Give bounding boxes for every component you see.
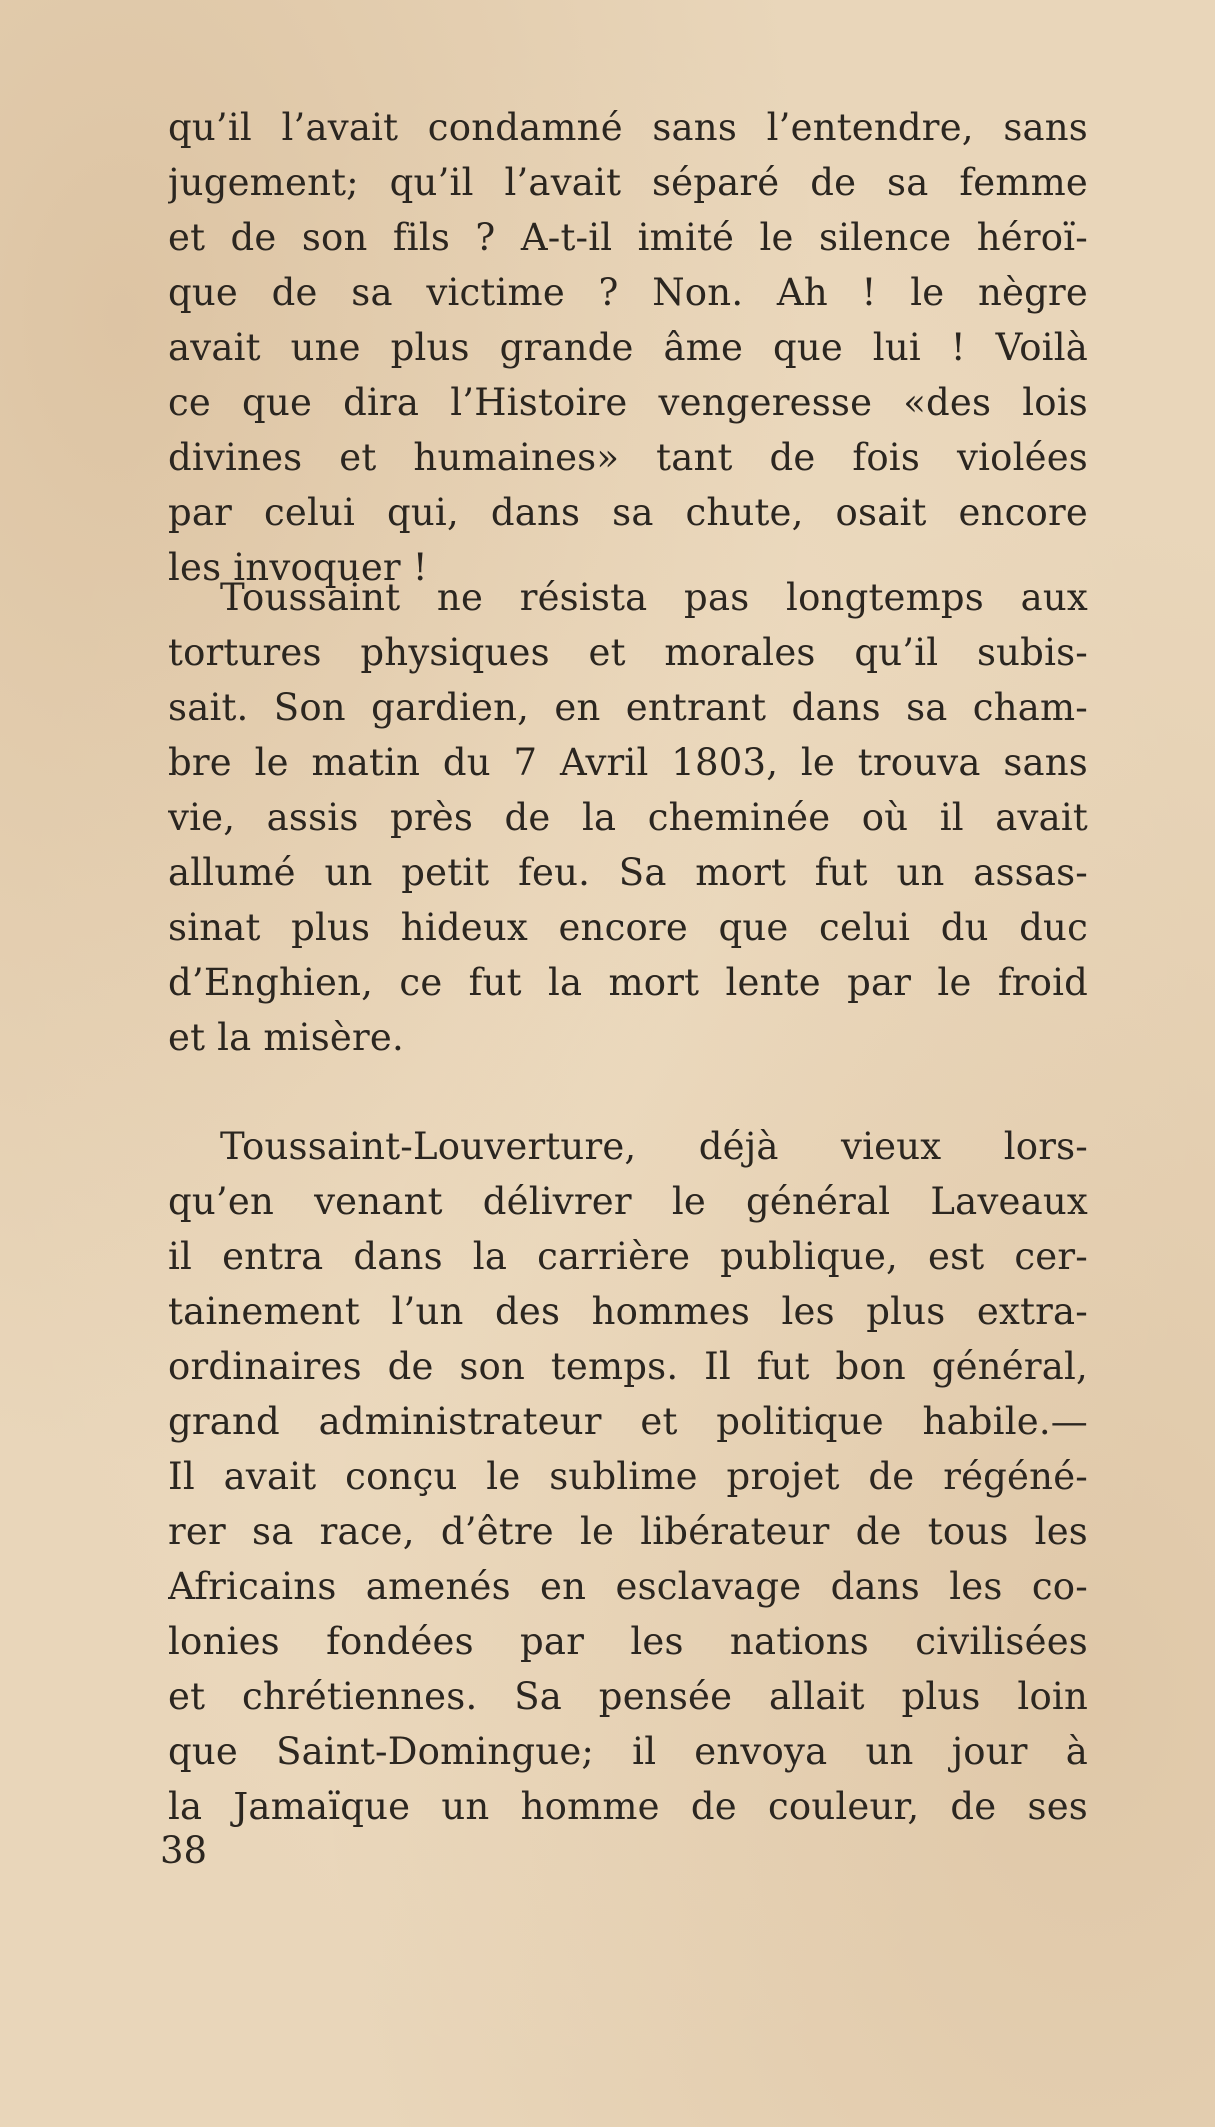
text-line: et la misère. [168, 1016, 404, 1059]
text-line: d’Enghien, ce fut la mort lente par le froid [168, 961, 1088, 1004]
text-line: Il avait conçu le sublime projet de régéné- [168, 1455, 1088, 1498]
text-line: ce que dira l’Histoire vengeresse «des lois [168, 381, 1088, 424]
text-line: grand administrateur et politique habile.— [168, 1400, 1088, 1443]
text-line: Toussaint ne résista pas longtemps aux [220, 576, 1088, 619]
paragraph-2 [168, 570, 1088, 1065]
text-line: bre le matin du 7 Avril 1803, le trouva sans [168, 741, 1088, 784]
text-line: la Jamaïque un homme de couleur, de ses [168, 1785, 1088, 1828]
text-line: ordinaires de son temps. Il fut bon général, [168, 1345, 1088, 1388]
text-line: sinat plus hideux encore que celui du duc [168, 906, 1088, 949]
text-line: sait. Son gardien, en entrant dans sa cham- [168, 686, 1088, 729]
text-line: que de sa victime ? Non. Ah ! le nègre [168, 271, 1088, 314]
text-line: avait une plus grande âme que lui ! Voilà [168, 326, 1088, 369]
text-line: rer sa race, d’être le libérateur de tous les [168, 1510, 1088, 1553]
text-line: il entra dans la carrière publique, est cer- [168, 1235, 1088, 1278]
text-line: par celui qui, dans sa chute, osait encore [168, 491, 1088, 534]
text-line: lonies fondées par les nations civilisées [168, 1620, 1088, 1663]
text-line: qu’en venant délivrer le général Laveaux [168, 1180, 1088, 1223]
text-line: allumé un petit feu. Sa mort fut un assas- [168, 851, 1088, 894]
text-line: Africains amenés en esclavage dans les co- [168, 1565, 1088, 1608]
text-line: jugement; qu’il l’avait séparé de sa femme [168, 161, 1088, 204]
text-line: et chrétiennes. Sa pensée allait plus loin [168, 1675, 1088, 1718]
paragraph-3 [168, 1119, 1088, 1834]
text-line: les invoquer ! [168, 546, 428, 589]
text-line: vie, assis près de la cheminée où il avait [168, 796, 1088, 839]
page-number: 38 [160, 1829, 208, 1872]
text-line: et de son fils ? A-t-il imité le silence héroï- [168, 216, 1088, 259]
text-line: divines et humaines» tant de fois violées [168, 436, 1088, 479]
text-line: tortures physiques et morales qu’il subis- [168, 631, 1088, 674]
text-line: tainement l’un des hommes les plus extra- [168, 1290, 1088, 1333]
paragraph-1 [168, 100, 1088, 595]
text-line: que Saint-Domingue; il envoya un jour à [168, 1730, 1088, 1773]
text-line: Toussaint-Louverture, déjà vieux lors- [220, 1125, 1088, 1168]
text-line: qu’il l’avait condamné sans l’entendre, sans [168, 106, 1088, 149]
